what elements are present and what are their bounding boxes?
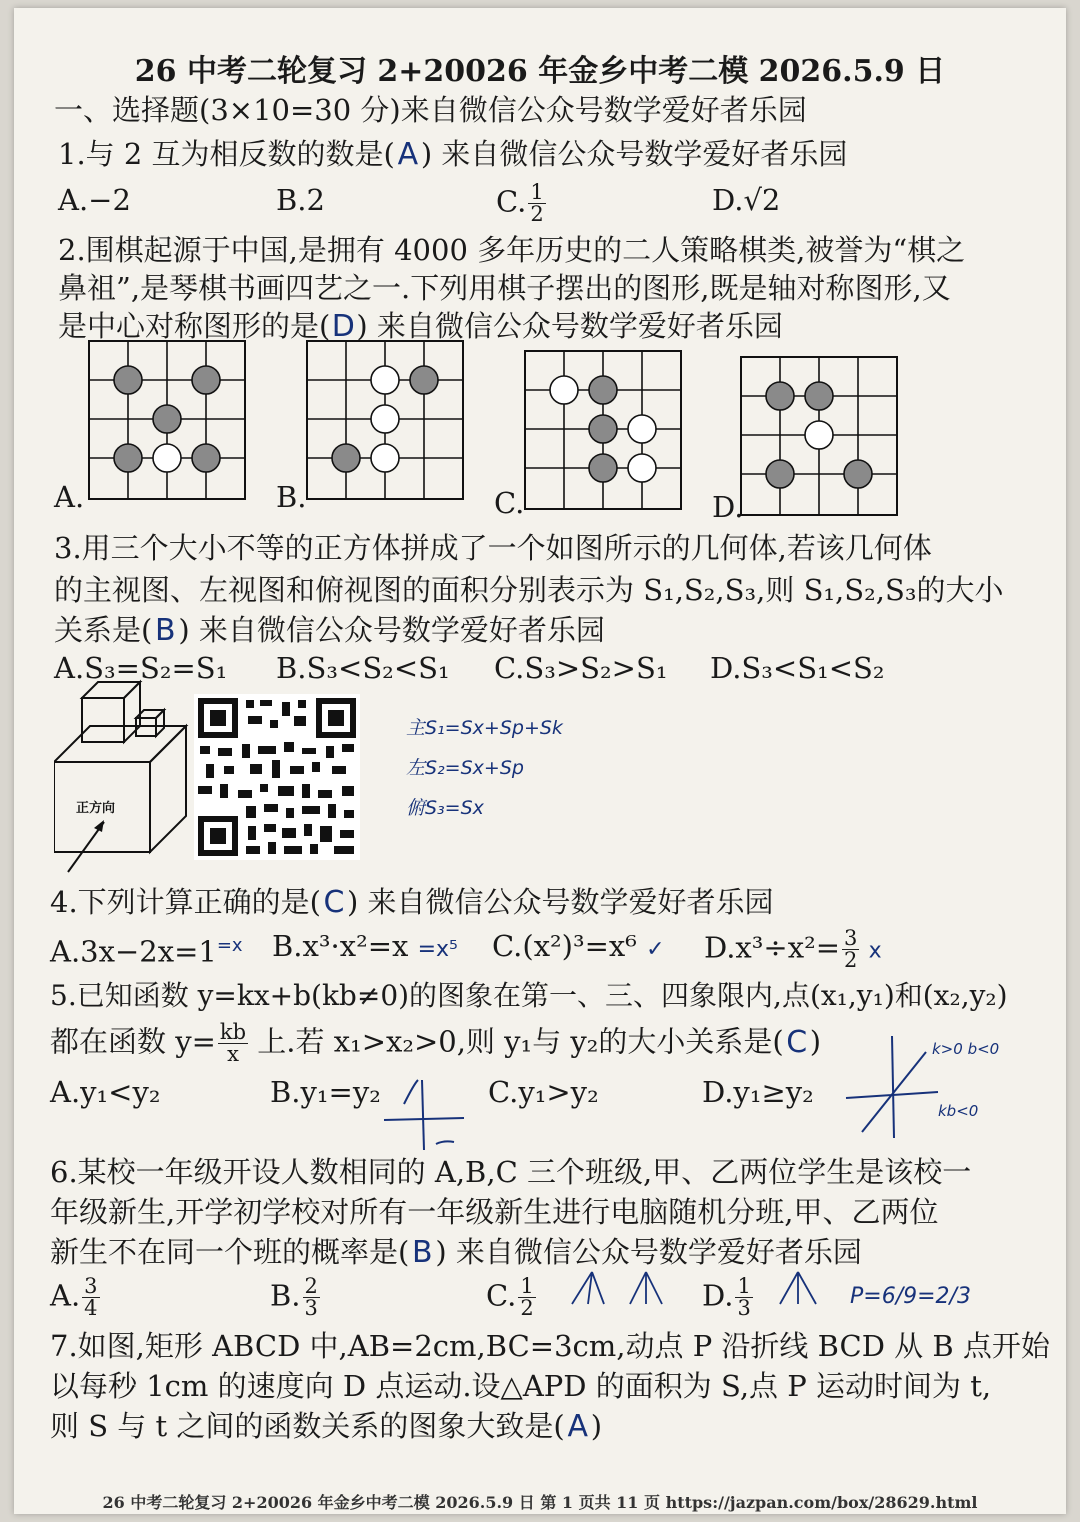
q7-line-2: 以每秒 1cm 的速度向 D 点运动.设△APD 的面积为 S,点 P 运动时间为 t, bbox=[50, 1369, 992, 1403]
q3-line-3: 关系是(B) 来自微信公众号数学爱好者乐园 bbox=[54, 613, 605, 648]
q5-axis-sketch-2 bbox=[842, 1032, 1032, 1142]
q4-option-b: B.x³·x²=x =x⁵ bbox=[272, 929, 458, 963]
q4-note-d: x bbox=[868, 938, 882, 964]
q7-answer: A bbox=[567, 1409, 588, 1444]
q6-option-a: A. $\frac{3}{4}$ bbox=[50, 1274, 98, 1320]
q3-answer: B bbox=[155, 613, 176, 648]
q2-line-3: 是中心对称图形的是(D) 来自微信公众号数学爱好者乐园 bbox=[58, 309, 783, 344]
board-label-d: D. bbox=[712, 490, 744, 524]
q5-line-2: 都在函数 y= $\frac{kb}{x}$ 上.若 x₁>x₂>0,则 y₁与 y₂的大小关系是(C) bbox=[50, 1020, 822, 1066]
q4-note-b: =x⁵ bbox=[417, 937, 458, 962]
q1-option-c: C. $\frac{1}{2}$ bbox=[496, 180, 544, 226]
q1-answer: A bbox=[397, 137, 419, 172]
q6-watermark: 来自微信公众号数学爱好者乐园 bbox=[455, 1235, 862, 1269]
q5-option-b: B.y₁=y₂ bbox=[270, 1075, 381, 1109]
q4-note-c: ✓ bbox=[646, 937, 665, 962]
note-top-view: 俯S₃=Sx bbox=[406, 797, 484, 819]
go-board-a bbox=[88, 340, 246, 500]
question-1 bbox=[58, 136, 847, 173]
q6-line-2: 年级新生,开学初学校对所有一年级新生进行电脑随机分班,甲、乙两位 bbox=[50, 1195, 939, 1229]
q3-option-b: B.S₃<S₂<S₁ bbox=[276, 651, 450, 685]
note-left-view: 左S₂=Sx+Sp bbox=[406, 757, 524, 779]
q6-option-b: B. $\frac{2}{3}$ bbox=[270, 1274, 318, 1320]
q6-line-1: 6.某校一年级开设人数相同的 A,B,C 三个班级,甲、乙两位学生是该校一 bbox=[50, 1155, 972, 1189]
q3-option-d: D.S₃<S₁<S₂ bbox=[710, 651, 885, 685]
q3-option-a: A.S₃=S₂=S₁ bbox=[54, 651, 228, 685]
q1-options bbox=[14, 182, 1066, 232]
q6-probability-note: P=6/9=2/3 bbox=[850, 1284, 971, 1309]
q6-line-3: 新生不在同一个班的概率是(B) 来自微信公众号数学爱好者乐园 bbox=[50, 1235, 862, 1270]
q5-axis-sketch-1 bbox=[374, 1074, 474, 1154]
q6-option-d: D. $\frac{1}{3}$ bbox=[702, 1274, 751, 1320]
q3-handwritten-notes bbox=[406, 708, 563, 828]
q2-watermark: 来自微信公众号数学爱好者乐园 bbox=[376, 309, 783, 343]
go-board-b bbox=[306, 340, 464, 500]
board-label-a: A. bbox=[54, 480, 85, 514]
q4-note-a: =x bbox=[216, 935, 243, 956]
q6-option-c: C. $\frac{1}{2}$ bbox=[486, 1274, 534, 1320]
q1-option-d: D.√2 bbox=[712, 183, 781, 217]
page-footer: 26 中考二轮复习 2+20026 年金乡中考二模 2026.5.9 日 第 1 页共 11 页 https://jazpan.com/box/28629.html bbox=[102, 1493, 978, 1512]
question-4: 4.下列计算正确的是(C) 来自微信公众号数学爱好者乐园 bbox=[50, 885, 774, 920]
q4-option-d: D.x³÷x²= $\frac{3}{2}$ x bbox=[704, 926, 882, 972]
q3-line-1: 3.用三个大小不等的正方体拼成了一个如图所示的几何体,若该几何体 bbox=[54, 531, 932, 565]
q5-option-d: D.y₁≥y₂ bbox=[702, 1075, 814, 1109]
q3-line-2: 的主视图、左视图和俯视图的面积分别表示为 S₁,S₂,S₃,则 S₁,S₂,S₃的大小 bbox=[54, 573, 1004, 607]
q4-answer: C bbox=[323, 885, 345, 920]
go-board-c bbox=[524, 350, 682, 510]
go-board-options bbox=[14, 340, 1066, 526]
q1-option-b: B.2 bbox=[276, 183, 325, 217]
q6-tree-sketch-2 bbox=[758, 1264, 838, 1326]
go-board-d bbox=[740, 356, 898, 516]
q2-answer: D bbox=[331, 309, 355, 344]
qr-code bbox=[194, 694, 360, 860]
q5-option-c: C.y₁>y₂ bbox=[488, 1075, 599, 1109]
q1-watermark: 来自微信公众号数学爱好者乐园 bbox=[441, 137, 848, 171]
front-direction-label: 正方向 bbox=[76, 801, 116, 816]
q1-close: ) bbox=[420, 137, 433, 171]
q4-watermark: 来自微信公众号数学爱好者乐园 bbox=[367, 885, 774, 919]
q3-watermark: 来自微信公众号数学爱好者乐园 bbox=[198, 613, 605, 647]
board-label-c: C. bbox=[494, 486, 525, 520]
q5-line-1: 5.已知函数 y=kx+b(kb≠0)的图象在第一、三、四象限内,点(x₁,y₁)和(x₂,y₂) bbox=[50, 979, 1008, 1012]
q6-tree-sketch-1 bbox=[542, 1264, 692, 1326]
q4-option-a: $A.3x-2x=1^{=x}$ bbox=[50, 934, 243, 969]
page-title: 26 中考二轮复习 2+20026 年金乡中考二模 2026.5.9 日 bbox=[134, 54, 946, 89]
q2-line-2: 鼻祖”,是琴棋书画四艺之一.下列用棋子摆出的图形,既是轴对称图形,又 bbox=[58, 271, 951, 305]
cube-solid-figure bbox=[54, 676, 194, 876]
q5-note-2: kb<0 bbox=[938, 1102, 979, 1120]
q4-options bbox=[14, 928, 1066, 978]
q4-option-c: C.(x²)³=x⁶ ✓ bbox=[492, 929, 665, 963]
board-label-b: B. bbox=[276, 480, 307, 514]
q3-option-c: C.S₃>S₂>S₁ bbox=[494, 651, 668, 685]
q5-note-1: k>0 b<0 bbox=[932, 1040, 1000, 1058]
note-front-view: 主S₁=Sx+Sp+Sk bbox=[406, 717, 563, 739]
q7-line-1: 7.如图,矩形 ABCD 中,AB=2cm,BC=3cm,动点 P 沿折线 BCD 从 B 点开始 bbox=[50, 1329, 1050, 1363]
section-heading: 一、选择题(3×10=30 分)来自微信公众号数学爱好者乐园 bbox=[54, 93, 807, 127]
exam-page bbox=[14, 8, 1066, 1514]
q5-option-a: A.y₁<y₂ bbox=[50, 1075, 161, 1109]
q1-stem: 1.与 2 互为相反数的数是( bbox=[58, 137, 395, 171]
q6-answer: B bbox=[412, 1235, 433, 1270]
q7-line-3: 则 S 与 t 之间的函数关系的图象大致是(A) bbox=[50, 1409, 603, 1444]
q1-option-a: A.−2 bbox=[58, 183, 131, 217]
q2-line-1: 2.围棋起源于中国,是拥有 4000 多年历史的二人策略棋类,被誉为“棋之 bbox=[58, 233, 966, 267]
q5-answer: C bbox=[786, 1024, 808, 1060]
